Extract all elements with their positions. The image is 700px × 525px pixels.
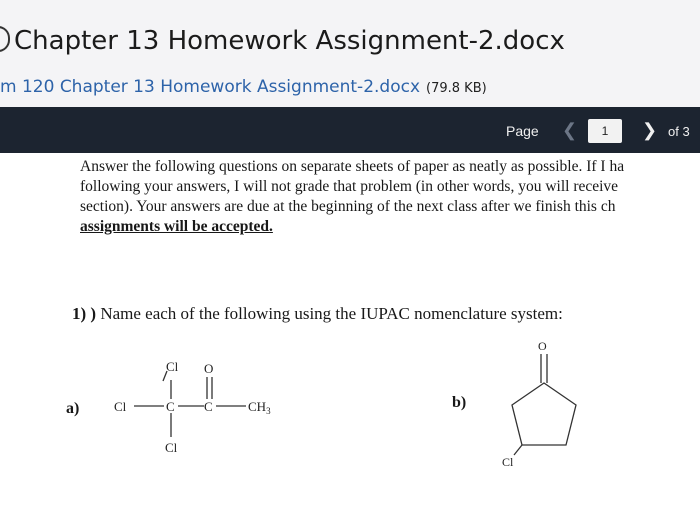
chlorine-bottom: Cl	[165, 440, 178, 455]
structure-b	[0, 153, 700, 525]
window-title	[0, 26, 700, 56]
chlorine-label: Cl	[502, 455, 514, 469]
chlorine-top: Cl	[166, 359, 179, 374]
instructions-line: following your answers, I will not grade that problem (in other words, you will receive	[80, 178, 619, 195]
title-text: Chapter 13 Homework Assignment-2.docx	[14, 26, 565, 56]
file-link[interactable]: m 120 Chapter 13 Homework Assignment-2.docx	[0, 77, 421, 97]
part-b-label: b)	[452, 394, 467, 411]
methyl-text: CH	[248, 399, 267, 414]
chevron-right-icon[interactable]: ❯	[642, 120, 658, 140]
page-count-label: of 3	[668, 124, 690, 139]
carbon-1: C	[166, 399, 175, 414]
part-a-label: a)	[66, 400, 80, 417]
question-text: Name each of the following using the IUPAC nomenclature system:	[100, 304, 563, 323]
chlorine-left: Cl	[114, 399, 127, 414]
oxygen-top: O	[204, 361, 214, 376]
chevron-left-icon[interactable]: ❮	[562, 120, 578, 140]
file-size: (79.8 KB)	[426, 81, 487, 96]
close-icon[interactable]	[0, 26, 10, 52]
instructions-line: Answer the following questions on separate sheets of paper as neatly as possible. If I ha	[80, 158, 625, 175]
instructions-emphasis: assignments will be accepted.	[80, 218, 273, 235]
methyl-subscript: 3	[266, 406, 271, 416]
file-breadcrumb	[0, 77, 487, 97]
viewer-toolbar	[0, 107, 700, 153]
document-page	[0, 153, 700, 525]
instructions-line: section). Your answers are due at the beginning of the next class after we finish this ch	[80, 198, 616, 215]
carbon-2: C	[204, 399, 213, 414]
page-number-input[interactable]	[588, 119, 622, 143]
question-number: 1) )	[72, 304, 97, 323]
page-label: Page	[506, 123, 539, 139]
oxygen-label: O	[538, 339, 547, 353]
